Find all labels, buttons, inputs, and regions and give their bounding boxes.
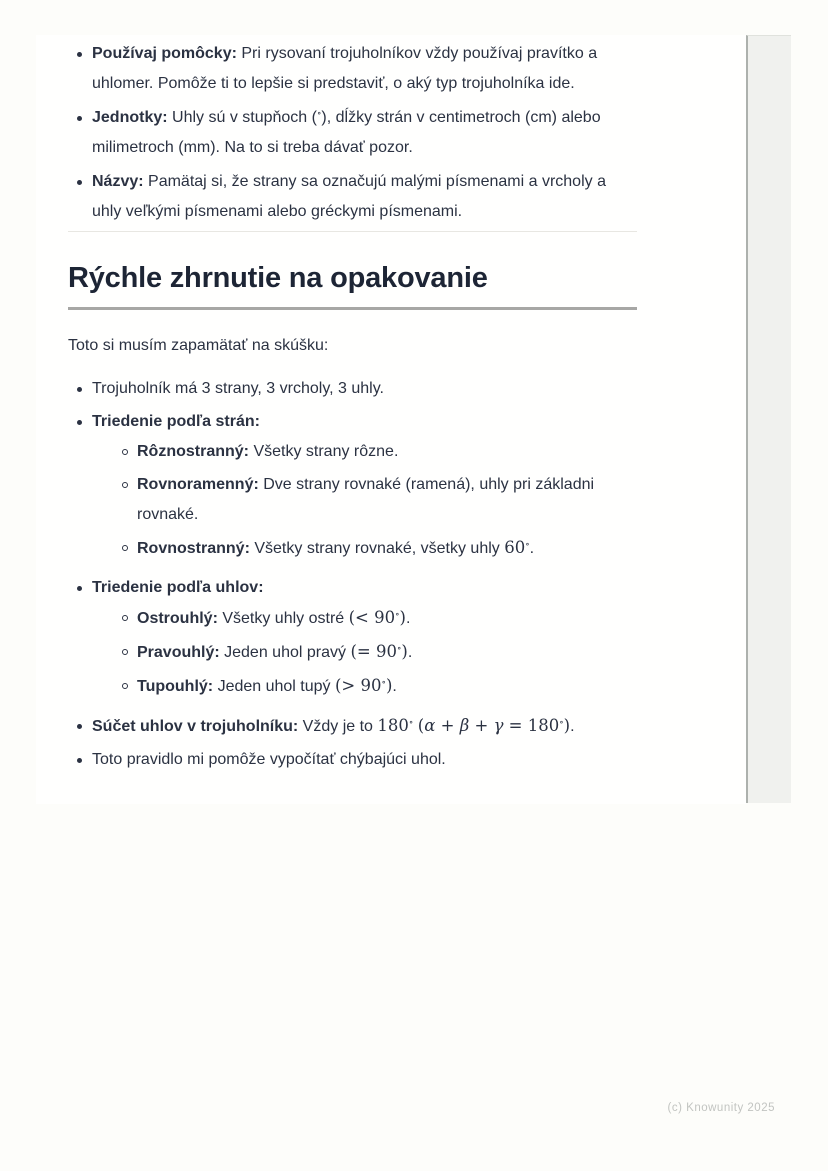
text-segment: Trojuholník má 3 strany, 3 vrcholy, 3 uhly. — [92, 380, 384, 397]
bullet-icon — [77, 724, 82, 729]
section-divider — [68, 231, 637, 232]
text-segment: Vždy je to — [298, 718, 378, 735]
circle-bullet-icon — [122, 615, 128, 621]
text-segment: Názvy: — [92, 173, 144, 190]
list-item — [68, 407, 637, 564]
circle-bullet-icon — [122, 649, 128, 655]
bullet-icon — [77, 420, 82, 425]
bullet-icon — [77, 586, 82, 591]
sub-list — [113, 603, 637, 702]
circle-bullet-icon — [122, 683, 128, 689]
text-segment: Tupouhlý: — [137, 678, 214, 695]
list-item-text — [137, 540, 534, 557]
text-segment: ∘ — [316, 109, 322, 119]
text-segment: γ — [493, 716, 504, 735]
list-item-text — [137, 678, 397, 695]
list-item — [68, 39, 637, 99]
text-segment: α — [424, 716, 436, 735]
bullet-icon — [77, 116, 82, 121]
text-segment: (< 90 — [348, 608, 396, 627]
text-segment: ) — [399, 608, 406, 627]
text-segment: Všetky uhly ostré — [217, 610, 349, 627]
text-segment: ), dĺžky strán v centimetroch (cm) alebo milimetroch (mm). Na to si treba dávať pozor. — [92, 109, 601, 156]
text-segment: Rovnostranný: — [137, 540, 250, 557]
list-item-text — [92, 45, 597, 92]
list-item-text — [137, 443, 398, 460]
section-heading: Rýchle zhrnutie na opakovanie — [68, 260, 637, 310]
text-segment: (> 90 — [335, 676, 382, 695]
bullet-icon — [77, 387, 82, 392]
list-item-text — [137, 610, 410, 627]
sub-list-item — [113, 470, 637, 530]
list-item — [68, 103, 637, 163]
text-segment: Toto pravidlo mi pomôže vypočítať chýbajúci uhol. — [92, 751, 446, 768]
text-segment: ) — [563, 716, 571, 735]
text-segment: 180 — [377, 716, 409, 735]
text-segment: . — [407, 644, 413, 661]
text-segment: + — [469, 716, 494, 735]
intro-text: Toto si musím zapamätať na skúšku: — [68, 337, 329, 354]
text-segment: Rôznostranný: — [137, 443, 249, 460]
text-segment: Triedenie podľa uhlov: — [92, 579, 264, 596]
list-item — [68, 573, 637, 702]
tips-list — [68, 39, 637, 227]
document-page — [36, 35, 746, 804]
text-segment: Dve strany rovnaké (ramená), uhly pri základni rovnaké. — [137, 476, 595, 523]
text-segment: ) — [401, 642, 408, 661]
bullet-icon — [77, 52, 82, 57]
text-segment: Jeden uhol tupý — [213, 678, 335, 695]
text-segment: Uhly sú v stupňoch ( — [167, 109, 317, 126]
text-segment: ) — [385, 676, 393, 695]
text-segment: Pri rysovaní trojuholníkov vždy používaj pravítko a uhlomer. Pomôže ti to lepšie si predstaviť, o aký typ trojuholníka ide. — [92, 45, 598, 92]
list-item-text — [137, 644, 412, 661]
list-item-text — [92, 751, 446, 768]
text-segment: Pravouhlý: — [137, 644, 220, 661]
text-segment: Triedenie podľa strán: — [92, 413, 260, 430]
text-segment: Jednotky: — [92, 109, 168, 126]
text-segment: ∘ — [396, 644, 402, 654]
list-item-text — [137, 476, 594, 523]
text-segment: Jeden uhol pravý — [219, 644, 351, 661]
sub-list-item — [113, 533, 637, 564]
text-segment: 60 — [504, 538, 526, 557]
text-segment: ∘ — [395, 610, 400, 620]
text-segment: Rovnoramenný: — [137, 476, 259, 493]
text-segment: + — [435, 716, 460, 735]
text-segment: Používaj pomôcky: — [92, 45, 237, 62]
text-segment: ∘ — [381, 678, 386, 688]
footer-credit: (c) Knowunity 2025 — [667, 1102, 775, 1114]
text-segment: ∘ — [408, 718, 414, 728]
sub-list-item — [113, 437, 637, 467]
page-edge-strip — [746, 35, 791, 803]
bullet-icon — [77, 758, 82, 763]
sub-list-item — [113, 671, 637, 702]
text-segment: β — [459, 716, 470, 735]
list-item-text — [92, 718, 575, 735]
circle-bullet-icon — [122, 482, 128, 488]
text-segment: Súčet uhlov v trojuholníku: — [92, 718, 299, 735]
list-item — [68, 167, 637, 227]
sub-list — [113, 437, 637, 564]
text-segment: = 180 — [503, 716, 560, 735]
text-segment: . — [392, 678, 397, 695]
summary-list — [68, 374, 637, 775]
text-segment: ∘ — [559, 718, 564, 728]
sub-list-item — [113, 637, 637, 668]
list-item-text — [92, 173, 606, 220]
list-item — [68, 711, 637, 742]
text-segment: ( — [417, 716, 425, 735]
text-segment: Pamätaj si, že strany sa označujú malými písmenami a vrcholy a uhly veľkými písmenami alebo gréckymi písmenami. — [92, 173, 606, 220]
text-segment: Všetky strany rovnaké, všetky uhly — [249, 540, 505, 557]
text-segment: . — [405, 610, 411, 627]
bullet-icon — [77, 180, 82, 185]
text-segment: Ostrouhlý: — [137, 610, 218, 627]
list-item-text — [92, 413, 260, 430]
list-item-text — [92, 579, 264, 596]
text-segment: Všetky strany rôzne. — [249, 443, 399, 460]
circle-bullet-icon — [122, 449, 128, 455]
text-segment: ∘ — [525, 540, 530, 550]
text-segment: . — [570, 718, 575, 735]
list-item — [68, 374, 637, 404]
circle-bullet-icon — [122, 545, 128, 551]
text-segment: . — [529, 540, 535, 557]
list-item-text — [92, 109, 601, 156]
sub-list-item — [113, 603, 637, 634]
list-item — [68, 745, 637, 775]
list-item-text — [92, 380, 384, 397]
text-segment: (= 90 — [350, 642, 397, 661]
